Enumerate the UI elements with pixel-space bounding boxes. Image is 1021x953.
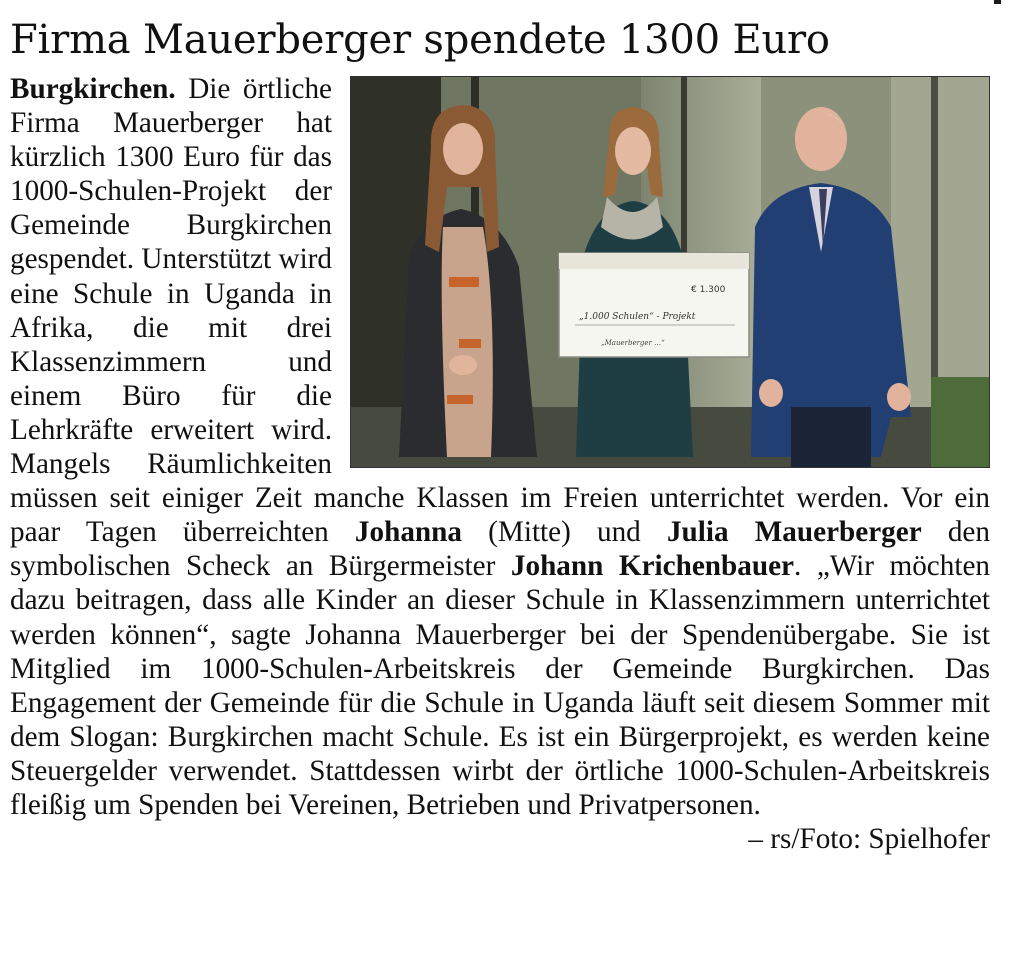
svg-text:„Mauerberger …“: „Mauerberger …“ — [601, 339, 665, 347]
svg-text:€ 1.300: € 1.300 — [691, 285, 726, 295]
svg-text:„1.000 Schulen“ - Projekt: „1.000 Schulen“ - Projekt — [579, 312, 696, 322]
article-body — [10, 72, 990, 856]
dateline: Burgkirchen. — [10, 73, 176, 105]
text-scheck: den symbolischen Scheck an Bürgermeister — [10, 516, 990, 583]
check-board — [559, 253, 749, 357]
name-julia: Julia Mauerberger — [666, 516, 922, 549]
article-photo — [350, 76, 990, 468]
body-intro: Die örtliche Firma Mauerberger hat kürzlich 1300 Euro für das 1000-Schulen-Projekt der Gemeinde Burgkirchen gespendet. Unterstützt wird eine Schule in Uganda in Afrika, die mit drei Klassenzimmern und einem Büro für die Lehrkräfte erweitert wird. Mangels Räumlichkeiten müssen seit einiger Zeit manche Klassen im Freien unterrichtet werden. Vor ein paar Tagen überreichten — [10, 73, 990, 549]
name-johanna: Johanna — [354, 516, 462, 549]
corner-mark — [994, 0, 1001, 4]
text-mitte: (Mitte) und — [462, 516, 667, 549]
headline: Firma Mauerberger spendete 1300 Euro — [10, 17, 830, 63]
name-mayor: Johann Krichenbauer — [510, 550, 794, 583]
photo-credit: – rs/Foto: Spielhofer — [748, 823, 990, 856]
body-rest: . „Wir möchten dazu beitragen, dass alle Kinder an dieser Schule in Klassenzimmern unterrichtet werden können“, sagte Johanna Mauerberger bei der Spendenübergabe. Sie ist Mitglied im 1000-Schulen-Arbeitskreis der Gemeinde Burgkirchen. Das Engagement der Gemeinde für die Schule in Uganda läuft seit diesem Sommer mit dem Slogan: Burgkirchen macht Schule. Es ist ein Bürgerprojekt, es werden keine Steuergelder verwendet. Stattdessen wirbt der örtliche 1000-Schulen-Arbeitskreis fleißig um Spenden bei Vereinen, Betrieben und Privatpersonen. — [10, 550, 991, 821]
photo-illustration — [351, 77, 989, 467]
